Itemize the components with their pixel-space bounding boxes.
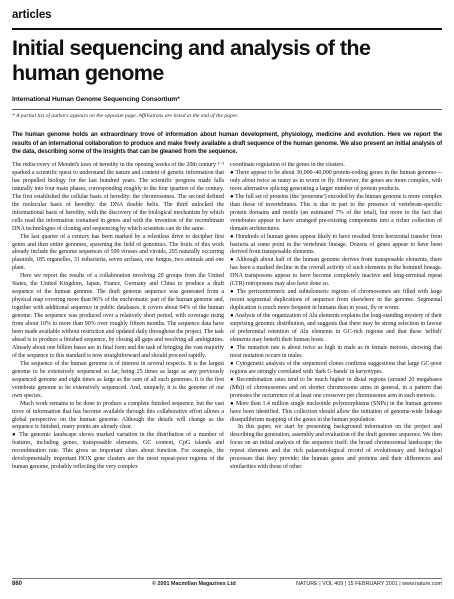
- author-byline: International Human Genome Sequencing Consortium*: [12, 96, 180, 103]
- bullet-point: ● Analysis of the organization of Alu elements explains the long-standing mystery of their surprising genomic distribution, and suggests that there may be strong selection in favour of preferential retention of Alu elements in GC-rich regions and that these 'selfish' elements may benefit their human hosts.: [230, 313, 442, 343]
- bullet-point: ● The full set of proteins (the 'proteome') encoded by the human genome is more complex than those of invertebrates. This is due in part to the presence of vertebrate-specific protein domains and motifs (an estimated 7% of the total), but more to the fact that vertebrates appear to have arranged pre-existing components into a richer collection of domain architectures.: [230, 193, 442, 232]
- bullet-point: ● The genomic landscape shows marked variation in the distribution of a number of features, including genes, transposable elements, GC content, CpG islands and recombination rate. This gives us important clues about function. For example, the developmentally important HOX gene clusters are the most repeat-poor regions of the human genome, probably reflecting the very complex: [12, 432, 224, 471]
- page-number: 860: [12, 581, 23, 587]
- bullet-point: ● The mutation rate is about twice as high in male as in female meiosis, showing that most mutation occurs in males.: [230, 344, 442, 359]
- section-label: articles: [12, 9, 52, 21]
- bullet-point: ● Hundreds of human genes appear likely to have resulted from horizontal transfer from bacteria at some point in the vertebrate lineage. Dozens of genes appear to have been derived from transposable elements.: [230, 233, 442, 256]
- author-footnote: * A partial list of authors appears on the opposite page. Affiliations are listed at the end of the paper.: [12, 113, 239, 119]
- body-column-left: [12, 162, 224, 557]
- article-title: Initial sequencing and analysis of the human genome: [12, 36, 371, 85]
- abstract: The human genome holds an extraordinary trove of information about human development, physiology, medicine and evolution. Here we report the results of an international collaboration to produce and make freely available a draft sequence of the human genome. We also present an initial analysis of the data, describing some of the insights that can be gleaned from the sequence.: [12, 131, 442, 156]
- journal-info: NATURE | VOL 409 | 15 FEBRUARY 2001 | www.nature.com: [295, 581, 442, 587]
- body-column-right: [230, 162, 442, 557]
- bullet-point: ● Recombination rates tend to be much higher in distal regions (around 20 megabases (Mb)) of chromosomes and on shorter chromosome arms in general, in a pattern that promotes the occurrence of at least one crossover per chromosome arm in each meiosis.: [230, 376, 442, 399]
- body-paragraph: In this paper, we start by presenting background information on the project and describing the generation, assembly and evaluation of the draft genome sequence. We then focus on an initial analysis of the sequence itself: the broad chromosomal landscape; the repeat elements and the rich palaeontological record of evolutionary and biological processes that they provide; the human genes and proteins and their differences and similarities with those of other: [230, 424, 442, 471]
- copyright-notice: © 2001 Macmillan Magazines Ltd: [152, 581, 236, 587]
- footer-rule: [12, 578, 442, 579]
- body-paragraph: The sequence of the human genome is of interest in several respects. It is the largest genome to be extensively sequenced so far, being 25 times as large as any previously sequenced genome and eight times as large as the sum of all such genomes. It is the first vertebrate genome to be extensively sequenced. And, uniquely, it is the genome of our own species.: [12, 360, 224, 399]
- bullet-point: ● Cytogenetic analysis of the sequenced clones confirms suggestions that large GC-poor regions are strongly correlated with 'dark G-bands' in karyotypes.: [230, 360, 442, 375]
- body-paragraph: coordinate regulation of the genes in the clusters.: [230, 162, 345, 168]
- body-paragraph: Much work remains to be done to produce a complete finished sequence, but the vast trove of information that has become available through this collaborative effort allows a global perspective on the human genome. Although the details will change as the sequence is finished, many points are already clear.: [12, 400, 224, 431]
- body-paragraph: The last quarter of a century has been marked by a relentless drive to decipher first genes and then entire genomes, spawning the field of genomics. The fruits of this work already include the genome sequences of 599 viruses and viroids, 205 naturally occurring plasmids, 185 organelles, 31 eubacteria, seven archaea, one fungus, two animals and one plant.: [12, 233, 224, 272]
- bullet-point: ● The pericentromeric and subtelomeric regions of chromosomes are filled with large recent segmental duplications of sequence from elsewhere in the genome. Segmental duplication is much more frequent in humans than in yeast, fly or worm.: [230, 289, 442, 312]
- top-rule: [12, 28, 442, 30]
- bullet-point: ● More than 1.4 million single nucleotide polymorphisms (SNPs) in the human genome have been identified. This collection should allow the initiation of genome-wide linkage disequilibrium mapping of the genes in the human population.: [230, 400, 442, 423]
- bullet-point: ● Although about half of the human genome derives from transposable elements, there has been a marked decline in the overall activity of such elements in the hominid lineage. DNA transposons appear to have become completely inactive and long-terminal repeat (LTR) retroposons may also have done so.: [230, 257, 442, 288]
- body-paragraph: The rediscovery of Mendel's laws of heredity in the opening weeks of the 20th century ¹⁻³ sparked a scientific quest to understand the nature and content of genetic information that has propelled biology for the last hundred years. The scientific progress made falls naturally into four main phases, corresponding roughly to the four quarters of the century. The first established the cellular basis of heredity: the chromosomes. The second defined the molecular basis of heredity: the DNA double helix. The third unlocked the informational basis of heredity, with the discovery of the biological mechanism by which cells read the information contained in genes and with the invention of the recombinant DNA technologies of cloning and sequencing by which scientists can do the same.: [12, 162, 224, 232]
- body-paragraph: Here we report the results of a collaboration involving 20 groups from the United States, the United Kingdom, Japan, France, Germany and China to produce a draft sequence of the human genome. The draft genome sequence was generated from a physical map covering more than 96% of the euchromatic part of the human genome and, together with additional sequence in public databases, it covers about 94% of the human genome. The sequence was produced over a relatively short period, with coverage rising from about 10% to more than 90% over roughly fifteen months. The sequence data have been made available without restriction and updated daily throughout the project. The task ahead is to produce a finished sequence, by closing all gaps and resolving all ambiguities. Already about one billion bases are in final form and the task of bringing the vast majority of the sequence to this standard is now straightforward and should proceed rapidly.: [12, 273, 224, 359]
- bullet-point: ● There appear to be about 30,000–40,000 protein-coding genes in the human genome—only about twice as many as in worm or fly. However, the genes are more complex, with more alternative splicing generating a larger number of protein products.: [230, 169, 442, 192]
- byline-divider: [12, 109, 442, 110]
